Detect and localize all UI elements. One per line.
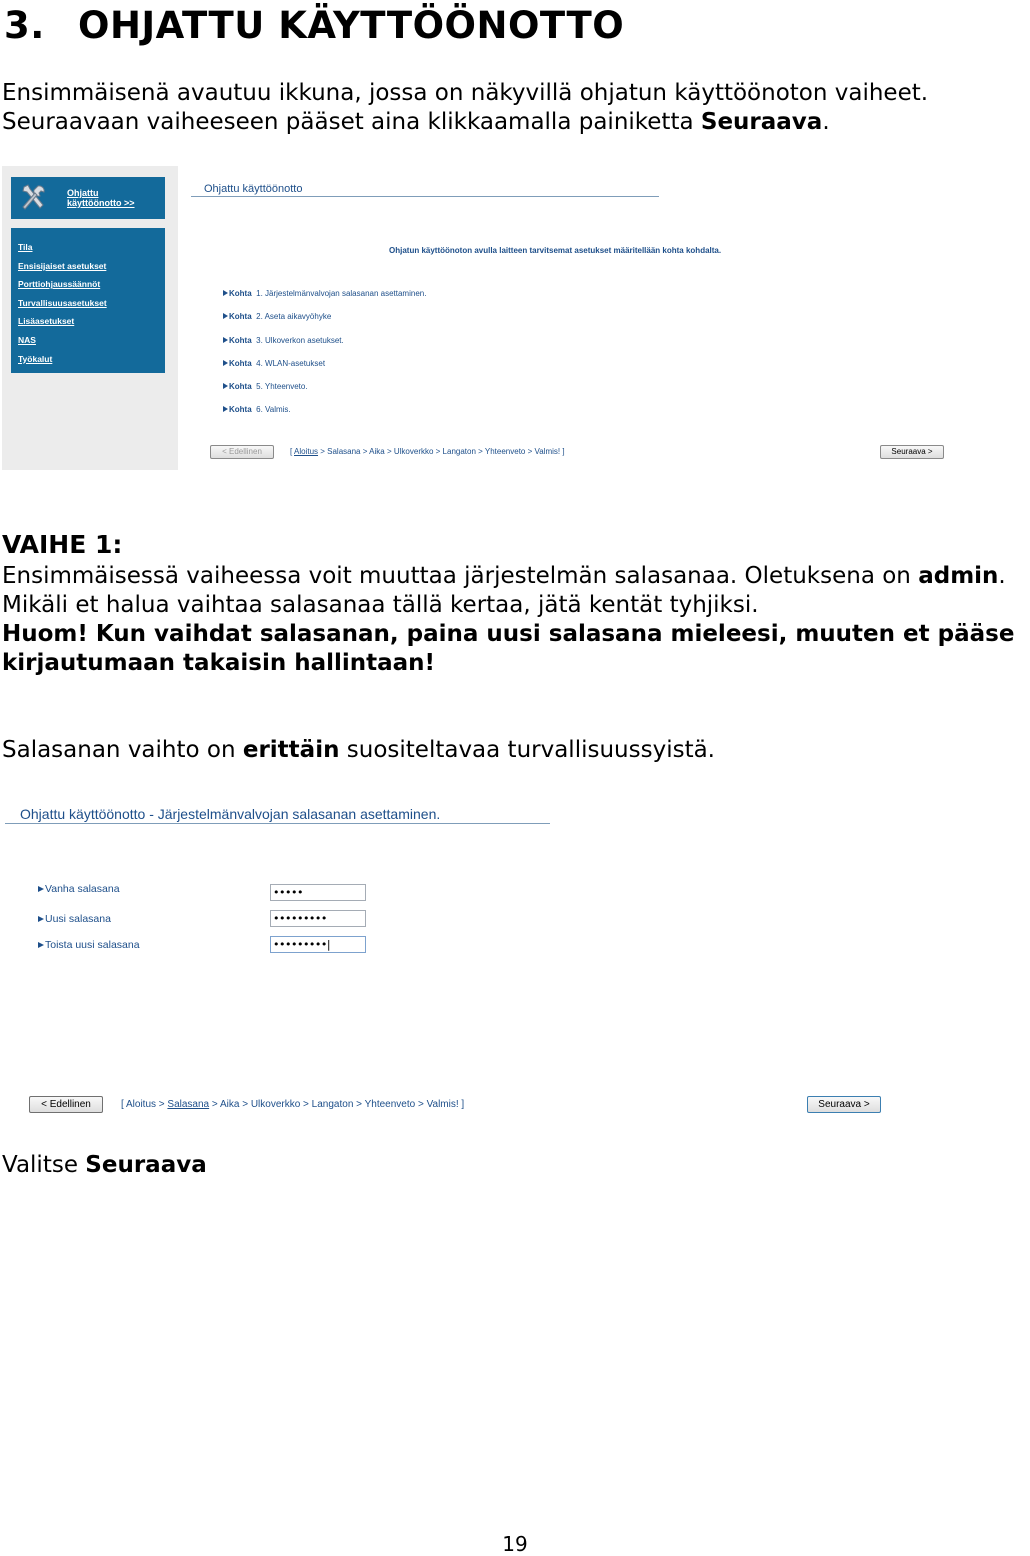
breadcrumb-current[interactable]: Salasana xyxy=(167,1099,210,1110)
password-step-screenshot xyxy=(0,800,960,1120)
intro-line-1: Ensimmäisenä avautuu ikkuna, jossa on näkyvillä ohjatun käyttöönoton vaiheet. xyxy=(2,80,929,106)
wizard-logo-text: Ohjattu käyttöönotto >> xyxy=(67,188,135,208)
window-title: Ohjattu käyttöönotto xyxy=(204,183,303,195)
title-divider xyxy=(191,196,659,197)
repeat-password-input[interactable]: •••••••••| xyxy=(270,936,366,953)
previous-button[interactable]: < Edellinen xyxy=(210,445,274,459)
intro-seuraava-bold: Seuraava xyxy=(700,109,823,135)
page-number: 19 xyxy=(502,1532,528,1556)
next-button[interactable]: Seuraava > xyxy=(807,1096,881,1113)
old-password-label: Vanha salasana xyxy=(38,883,120,895)
sidebar-item-tila[interactable]: Tila xyxy=(18,242,33,252)
vaihe-warning-2: kirjautumaan takaisin hallintaan! xyxy=(2,650,436,676)
wizard-step: Kohta 3. Ulkoverkon asetukset. xyxy=(223,336,426,359)
wizard-step: Kohta 1. Järjestelmänvalvojan salasanan asettaminen. xyxy=(223,289,426,312)
tools-icon xyxy=(18,183,48,213)
sidebar-item-turvallisuus[interactable]: Turvallisuusasetukset xyxy=(18,297,107,308)
arrow-right-icon xyxy=(38,942,44,948)
vaihe-warning-1: Huom! Kun vaihdat salasanan, paina uusi salasana mieleesi, muuten et pääse xyxy=(2,621,1015,647)
wizard-step: Kohta 5. Yhteenveto. xyxy=(223,382,426,405)
sidebar-nav xyxy=(11,228,165,373)
wizard-intro: Ohjatun käyttöönoton avulla laitteen tarvitsemat asetukset määritellään kohta kohdalta. xyxy=(389,246,722,255)
sidebar xyxy=(2,166,178,470)
wizard-overview-screenshot xyxy=(2,166,960,470)
sidebar-item-tyokalut[interactable]: Työkalut xyxy=(18,353,53,364)
wizard-step: Kohta 4. WLAN-asetukset xyxy=(223,359,426,382)
arrow-right-icon xyxy=(223,313,228,319)
next-button[interactable]: Seuraava > xyxy=(880,445,944,459)
section-heading xyxy=(4,4,624,47)
section-title: OHJATTU KÄYTTÖÖNOTTO xyxy=(78,4,625,47)
sidebar-item-ensisijaiset[interactable]: Ensisijaiset asetukset xyxy=(18,260,107,271)
new-password-label: Uusi salasana xyxy=(38,913,111,925)
wizard-steps xyxy=(223,289,426,429)
new-password-input[interactable]: ••••••••• xyxy=(270,910,366,927)
wizard-breadcrumb: [ Aloitus > Salasana > Aika > Ulkoverkko > Langaton > Yhteenveto > Valmis! ] xyxy=(121,1099,465,1110)
erittain-bold: erittäin xyxy=(242,737,340,763)
arrow-right-icon xyxy=(223,290,228,296)
vaihe-line-1: Ensimmäisessä vaiheessa voit muuttaa järjestelmän salasanaa. Oletuksena on admin. xyxy=(2,563,1006,589)
arrow-right-icon xyxy=(223,337,228,343)
arrow-right-icon xyxy=(38,916,44,922)
arrow-right-icon xyxy=(223,360,228,366)
title-divider xyxy=(5,823,550,824)
wizard-logo-panel[interactable] xyxy=(11,177,165,219)
arrow-right-icon xyxy=(223,383,228,389)
wizard-step: Kohta 2. Aseta aikavyöhyke xyxy=(223,312,426,335)
wizard-step: Kohta 6. Valmis. xyxy=(223,405,426,428)
arrow-right-icon xyxy=(38,886,44,892)
recommend-line: Salasanan vaihto on erittäin suositeltavaa turvallisuussyistä. xyxy=(2,737,715,763)
intro-line-2: Seuraavaan vaiheeseen pääset aina klikkaamalla painiketta Seuraava. xyxy=(2,109,830,135)
previous-button[interactable]: < Edellinen xyxy=(29,1096,103,1113)
vaihe-title: VAIHE 1: xyxy=(2,530,123,559)
section-number: 3. xyxy=(4,4,45,47)
breadcrumb-current[interactable]: Aloitus xyxy=(294,447,319,456)
vaihe-line-2: Mikäli et halua vaihtaa salasanaa tällä kertaa, jätä kentät tyhjiksi. xyxy=(2,592,759,618)
old-password-input[interactable]: ••••• xyxy=(270,884,366,901)
valitse-line: Valitse Seuraava xyxy=(2,1152,207,1178)
repeat-password-label: Toista uusi salasana xyxy=(38,939,140,951)
window-title: Ohjattu käyttöönotto - Järjestelmänvalvojan salasanan asettaminen. xyxy=(20,806,441,822)
admin-bold: admin xyxy=(918,563,999,589)
valitse-seuraava-bold: Seuraava xyxy=(85,1152,207,1178)
wizard-breadcrumb: [ Aloitus > Salasana > Aika > Ulkoverkko > Langaton > Yhteenveto > Valmis! ] xyxy=(290,447,565,456)
sidebar-item-lisaasetukset[interactable]: Lisäasetukset xyxy=(18,316,75,327)
arrow-right-icon xyxy=(223,406,228,412)
sidebar-item-porttiohjaus[interactable]: Porttiohjaussäännöt xyxy=(18,279,101,290)
sidebar-item-nas[interactable]: NAS xyxy=(18,334,36,345)
